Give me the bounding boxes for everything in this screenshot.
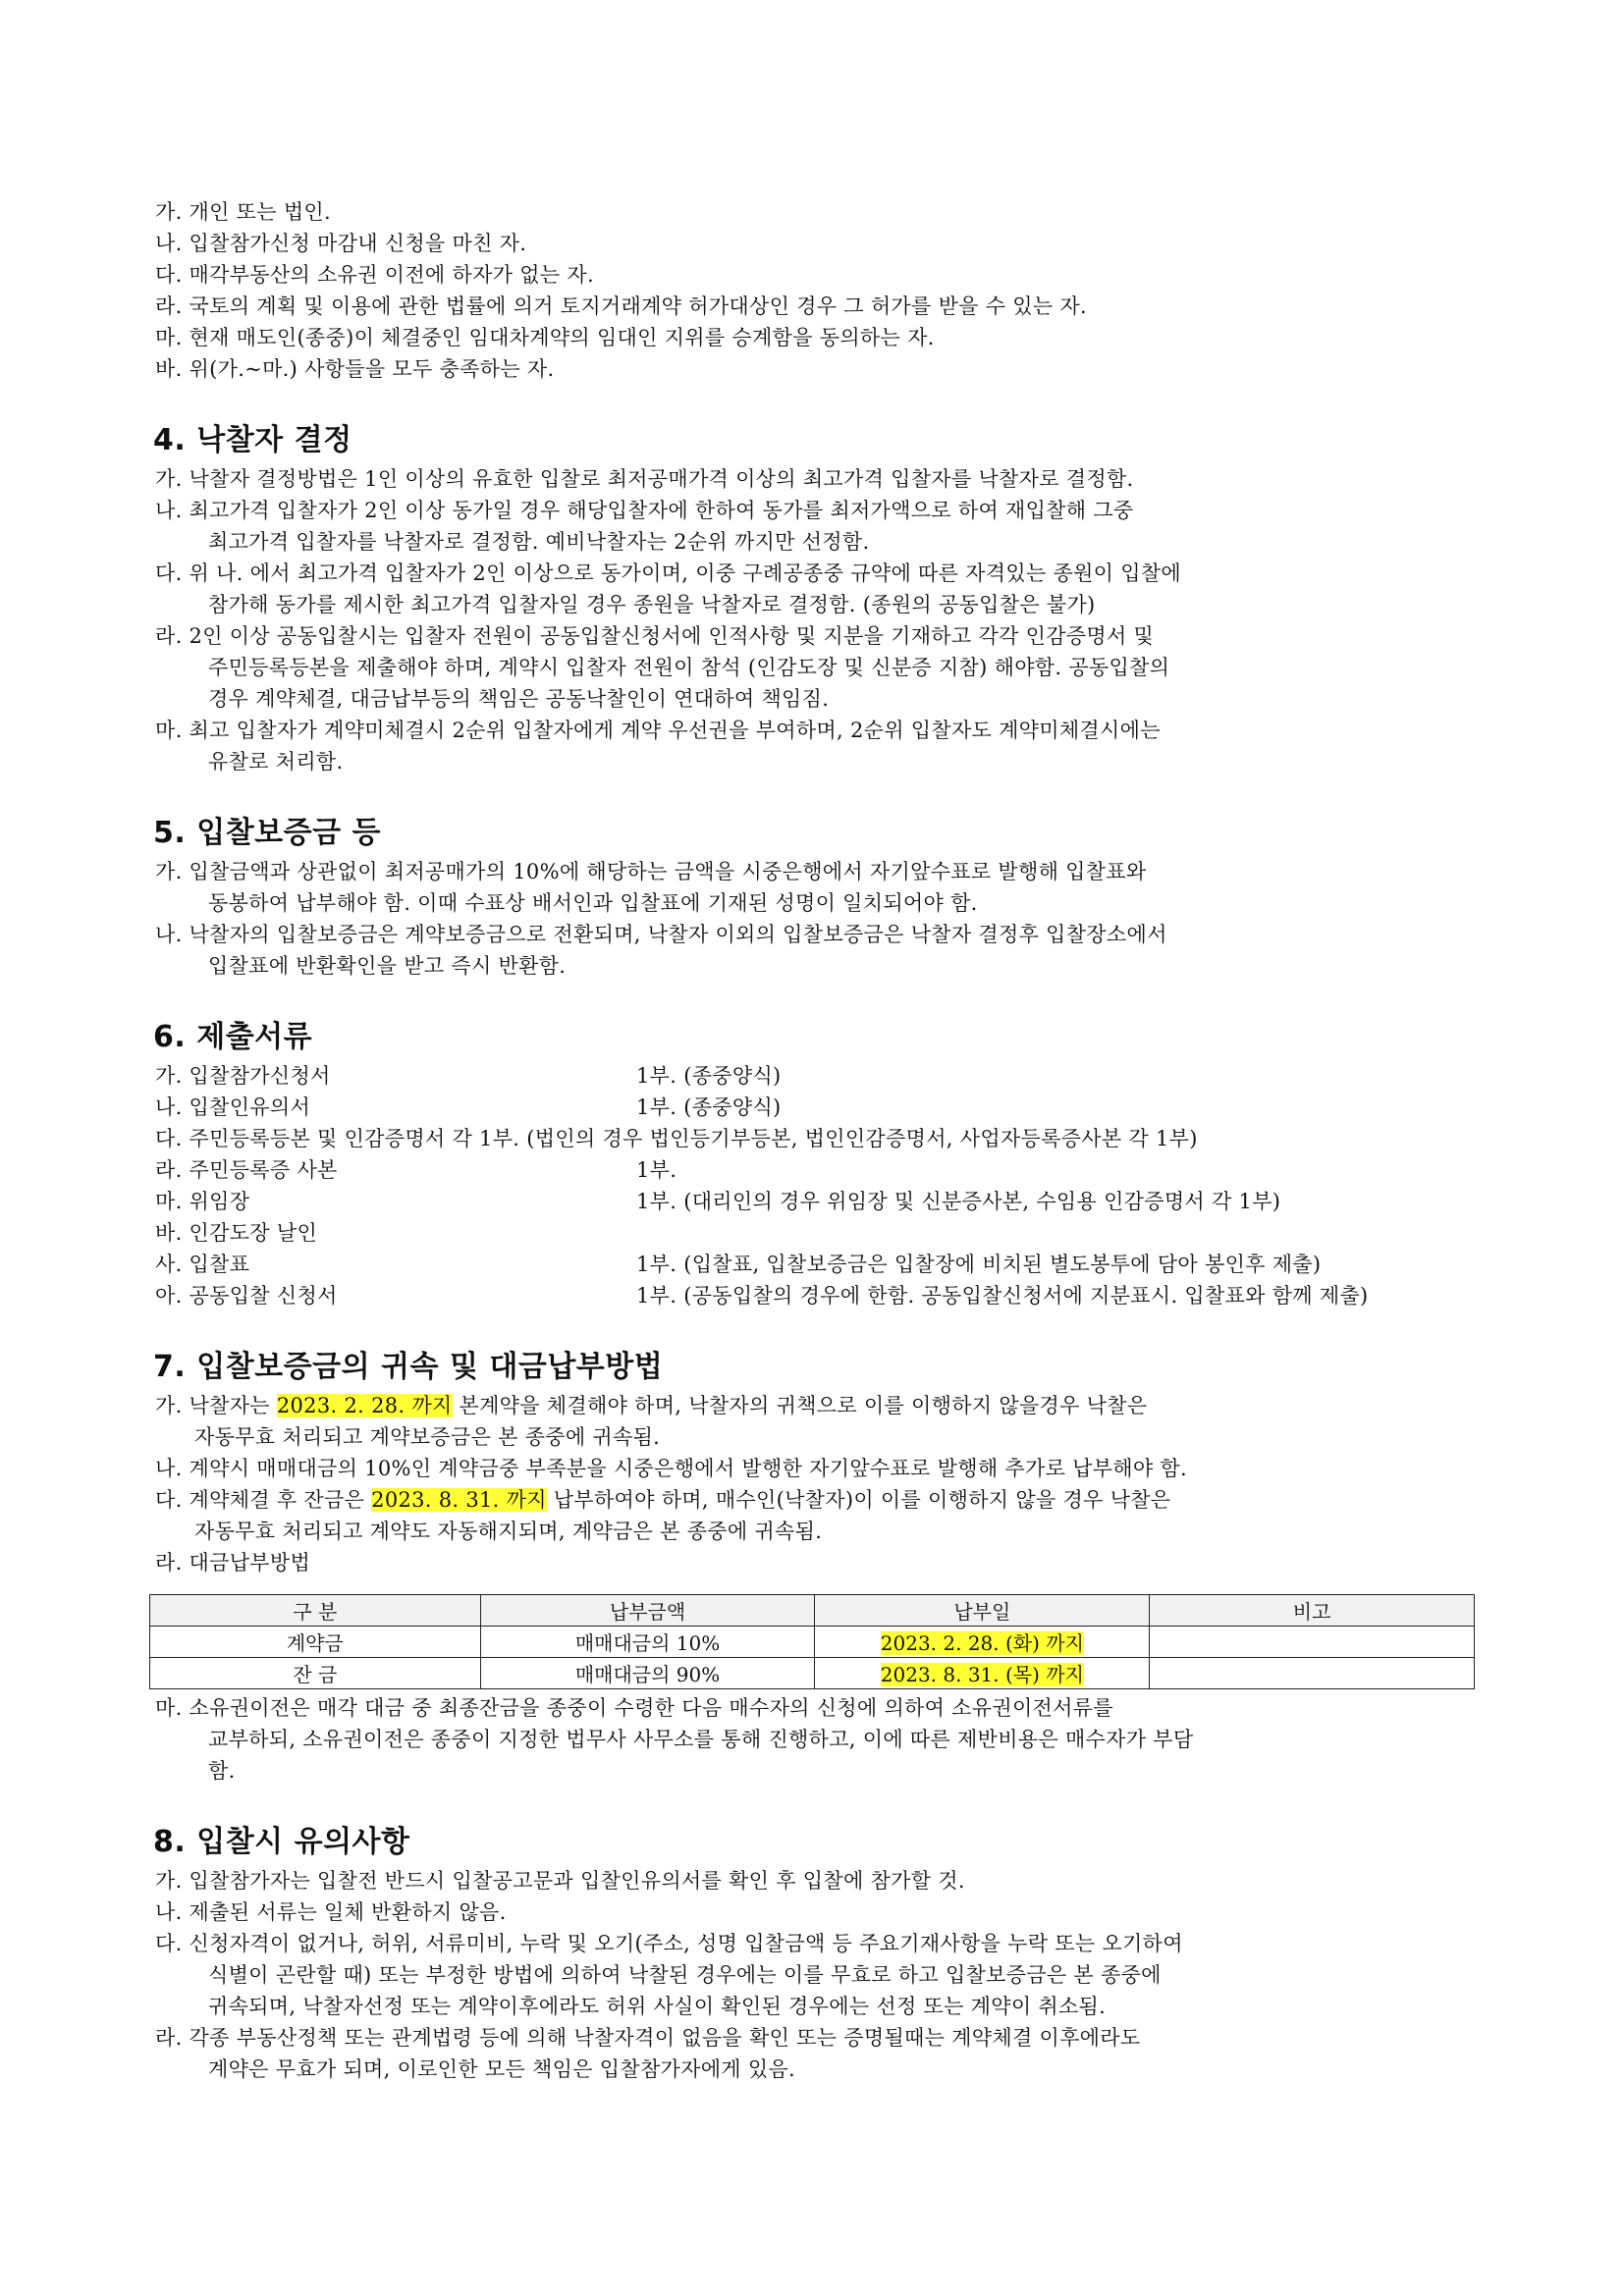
- table-cell: [1150, 1658, 1475, 1689]
- sec8-line: 라. 각종 부동산정책 또는 관계법령 등에 의해 낙찰자격이 없음을 확인 또는 증명될때는 계약체결 이후에라도: [155, 2026, 1141, 2050]
- sec4-line: 마. 최고 입찰자가 계약미체결시 2순위 입찰자에게 계약 우선권을 부여하며, 2순위 입찰자도 계약미체결시에는: [155, 719, 1161, 742]
- table-cell: 매매대금의 90%: [480, 1658, 815, 1689]
- qualification-item-na: 나. 입찰참가신청 마감내 신청을 마친 자.: [155, 232, 527, 255]
- document-item: 사. 입찰표 1부. (입찰표, 입찰보증금은 입찰장에 비치된 별도봉투에 담아 봉인후 제출): [155, 1253, 1322, 1276]
- sec4-line: 다. 위 나. 에서 최고가격 입찰자가 2인 이상으로 동가이며, 이중 구례공종중 규약에 따른 자격있는 종원이 입찰에: [155, 561, 1181, 585]
- section-5-heading: 5. 입찰보증금 등: [153, 816, 382, 850]
- sec7-line-da: 다. 계약체결 후 잔금은 2023. 8. 31. 까지 납부하여야 하며, 매수인(낙찰자)이 이를 이행하지 않을 경우 낙찰은: [155, 1488, 1171, 1512]
- sec4-line: 유찰로 처리함.: [208, 750, 344, 774]
- sec4-line: 참가해 동가를 제시한 최고가격 입찰자일 경우 종원을 낙찰자로 결정함. (종원의 공동입찰은 불가): [208, 593, 1096, 616]
- sec4-line: 가. 낙찰자 결정방법은 1인 이상의 유효한 입찰로 최저공매가격 이상의 최고가격 입찰자를 낙찰자로 결정함.: [155, 467, 1134, 491]
- sec5-line: 동봉하여 납부해야 함. 이때 수표상 배서인과 입찰표에 기재된 성명이 일치되어야 함.: [208, 891, 978, 915]
- highlighted-date: 2023. 2. 28. 까지: [276, 1394, 453, 1417]
- document-item: 아. 공동입찰 신청서 1부. (공동입찰의 경우에 한함. 공동입찰신청서에 지분표시. 입찰표와 함께 제출): [155, 1284, 1369, 1308]
- sec7-line: 함.: [208, 1759, 236, 1783]
- table-cell: 계약금: [150, 1627, 481, 1658]
- highlighted-date: 2023. 2. 28. (화) 까지: [880, 1631, 1084, 1655]
- sec7-line: 자동무효 처리되고 계약보증금은 본 종중에 귀속됨.: [194, 1425, 661, 1449]
- column-header: 비고: [1150, 1595, 1475, 1627]
- document-item: 나. 입찰인유의서 1부. (종중양식): [155, 1095, 782, 1119]
- document-item: 다. 주민등록등본 및 인감증명서 각 1부. (법인의 경우 법인등기부등본, 법인인감증명서, 사업자등록증사본 각 1부): [155, 1127, 1198, 1150]
- sec4-line: 주민등록등본을 제출해야 하며, 계약시 입찰자 전원이 참석 (인감도장 및 신분증 지참) 해야함. 공동입찰의: [208, 656, 1170, 679]
- payment-schedule-table: [149, 1594, 1475, 1689]
- document-item: 마. 위임장 1부. (대리인의 경우 위임장 및 신분증사본, 수임용 인감증명서 각 1부): [155, 1190, 1281, 1213]
- table-row: [150, 1627, 1475, 1658]
- document-item: 바. 인감도장 날인: [155, 1221, 318, 1245]
- column-header: 납부금액: [480, 1595, 815, 1627]
- sec4-line: 경우 계약체결, 대금납부등의 책임은 공동낙찰인이 연대하여 책임짐.: [208, 687, 830, 711]
- section-4-heading: 4. 낙찰자 결정: [153, 423, 352, 457]
- section-7-heading: 7. 입찰보증금의 귀속 및 대금납부방법: [153, 1350, 664, 1384]
- sec8-line: 식별이 곤란할 때) 또는 부정한 방법에 의하여 낙찰된 경우에는 이를 무효로 하고 입찰보증금은 본 종중에: [208, 1963, 1162, 1987]
- qualification-item-ba: 바. 위(가.~마.) 사항들을 모두 충족하는 자.: [155, 357, 555, 381]
- document-item: 가. 입찰참가신청서 1부. (종중양식): [155, 1064, 782, 1088]
- sec8-line: 나. 제출된 서류는 일체 반환하지 않음.: [155, 1900, 507, 1924]
- sec8-line: 귀속되며, 낙찰자선정 또는 계약이후에라도 허위 사실이 확인된 경우에는 선정 또는 계약이 취소됨.: [208, 1995, 1107, 2018]
- highlighted-date: 2023. 8. 31. (목) 까지: [880, 1663, 1084, 1686]
- qualification-item-da: 다. 매각부동산의 소유권 이전에 하자가 없는 자.: [155, 263, 594, 287]
- column-header: 구 분: [150, 1595, 481, 1627]
- table-cell: 잔 금: [150, 1658, 481, 1689]
- column-header: 납부일: [815, 1595, 1150, 1627]
- sec7-line: 교부하되, 소유권이전은 종중이 지정한 법무사 사무소를 통해 진행하고, 이에 따른 제반비용은 매수자가 부담: [208, 1728, 1194, 1751]
- qualification-item-ga: 가. 개인 또는 법인.: [155, 200, 331, 224]
- table-cell: [815, 1627, 1150, 1658]
- document-item: 라. 주민등록증 사본 1부.: [155, 1158, 677, 1182]
- sec7-line: 자동무효 처리되고 계약도 자동해지되며, 계약금은 본 종중에 귀속됨.: [194, 1520, 823, 1543]
- sec8-line: 계약은 무효가 되며, 이로인한 모든 책임은 입찰참가자에게 있음.: [208, 2057, 796, 2081]
- sec7-line-ra: 라. 대금납부방법: [155, 1551, 311, 1575]
- sec4-line: 라. 2인 이상 공동입찰시는 입찰자 전원이 공동입찰신청서에 인적사항 및 지분을 기재하고 각각 인감증명서 및: [155, 624, 1155, 648]
- section-8-heading: 8. 입찰시 유의사항: [153, 1825, 410, 1859]
- sec4-line: 최고가격 입찰자를 낙찰자로 결정함. 예비낙찰자는 2순위 까지만 선정함.: [208, 530, 870, 554]
- highlighted-date: 2023. 8. 31. 까지: [371, 1488, 547, 1512]
- table-cell: 매매대금의 10%: [480, 1627, 815, 1658]
- sec8-line: 다. 신청자격이 없거나, 허위, 서류미비, 누락 및 오기(주소, 성명 입찰금액 등 주요기재사항을 누락 또는 오기하여: [155, 1932, 1183, 1955]
- sec7-line-ga: 가. 낙찰자는 2023. 2. 28. 까지 본계약을 체결해야 하며, 낙찰자의 귀책으로 이를 이행하지 않을경우 낙찰은: [155, 1394, 1148, 1417]
- sec5-line: 나. 낙찰자의 입찰보증금은 계약보증금으로 전환되며, 낙찰자 이외의 입찰보증금은 낙찰자 결정후 입찰장소에서: [155, 923, 1167, 946]
- qualification-item-ma: 마. 현재 매도인(종중)이 체결중인 임대차계약의 임대인 지위를 승계함을 동의하는 자.: [155, 326, 935, 349]
- sec5-line: 가. 입찰금액과 상관없이 최저공매가의 10%에 해당하는 금액을 시중은행에서 자기앞수표로 발행해 입찰표와: [155, 860, 1147, 883]
- sec7-line-na: 나. 계약시 매매대금의 10%인 계약금중 부족분을 시중은행에서 발행한 자기앞수표로 발행해 추가로 납부해야 함.: [155, 1457, 1188, 1480]
- sec5-line: 입찰표에 반환확인을 받고 즉시 반환함.: [208, 954, 567, 978]
- sec7-line-ma: 마. 소유권이전은 매각 대금 중 최종잔금을 종중이 수령한 다음 매수자의 신청에 의하여 소유권이전서류를: [155, 1696, 1113, 1720]
- table-cell: [1150, 1627, 1475, 1658]
- table-header-row: [150, 1595, 1475, 1627]
- table-cell: [815, 1658, 1150, 1689]
- qualification-item-ra: 라. 국토의 계획 및 이용에 관한 법률에 의거 토지거래계약 허가대상인 경우 그 허가를 받을 수 있는 자.: [155, 294, 1087, 318]
- section-6-heading: 6. 제출서류: [153, 1020, 313, 1054]
- sec8-line: 가. 입찰참가자는 입찰전 반드시 입찰공고문과 입찰인유의서를 확인 후 입찰에 참가할 것.: [155, 1869, 965, 1893]
- sec4-line: 나. 최고가격 입찰자가 2인 이상 동가일 경우 해당입찰자에 한하여 동가를 최저가액으로 하여 재입찰해 그중: [155, 499, 1134, 522]
- table-row: [150, 1658, 1475, 1689]
